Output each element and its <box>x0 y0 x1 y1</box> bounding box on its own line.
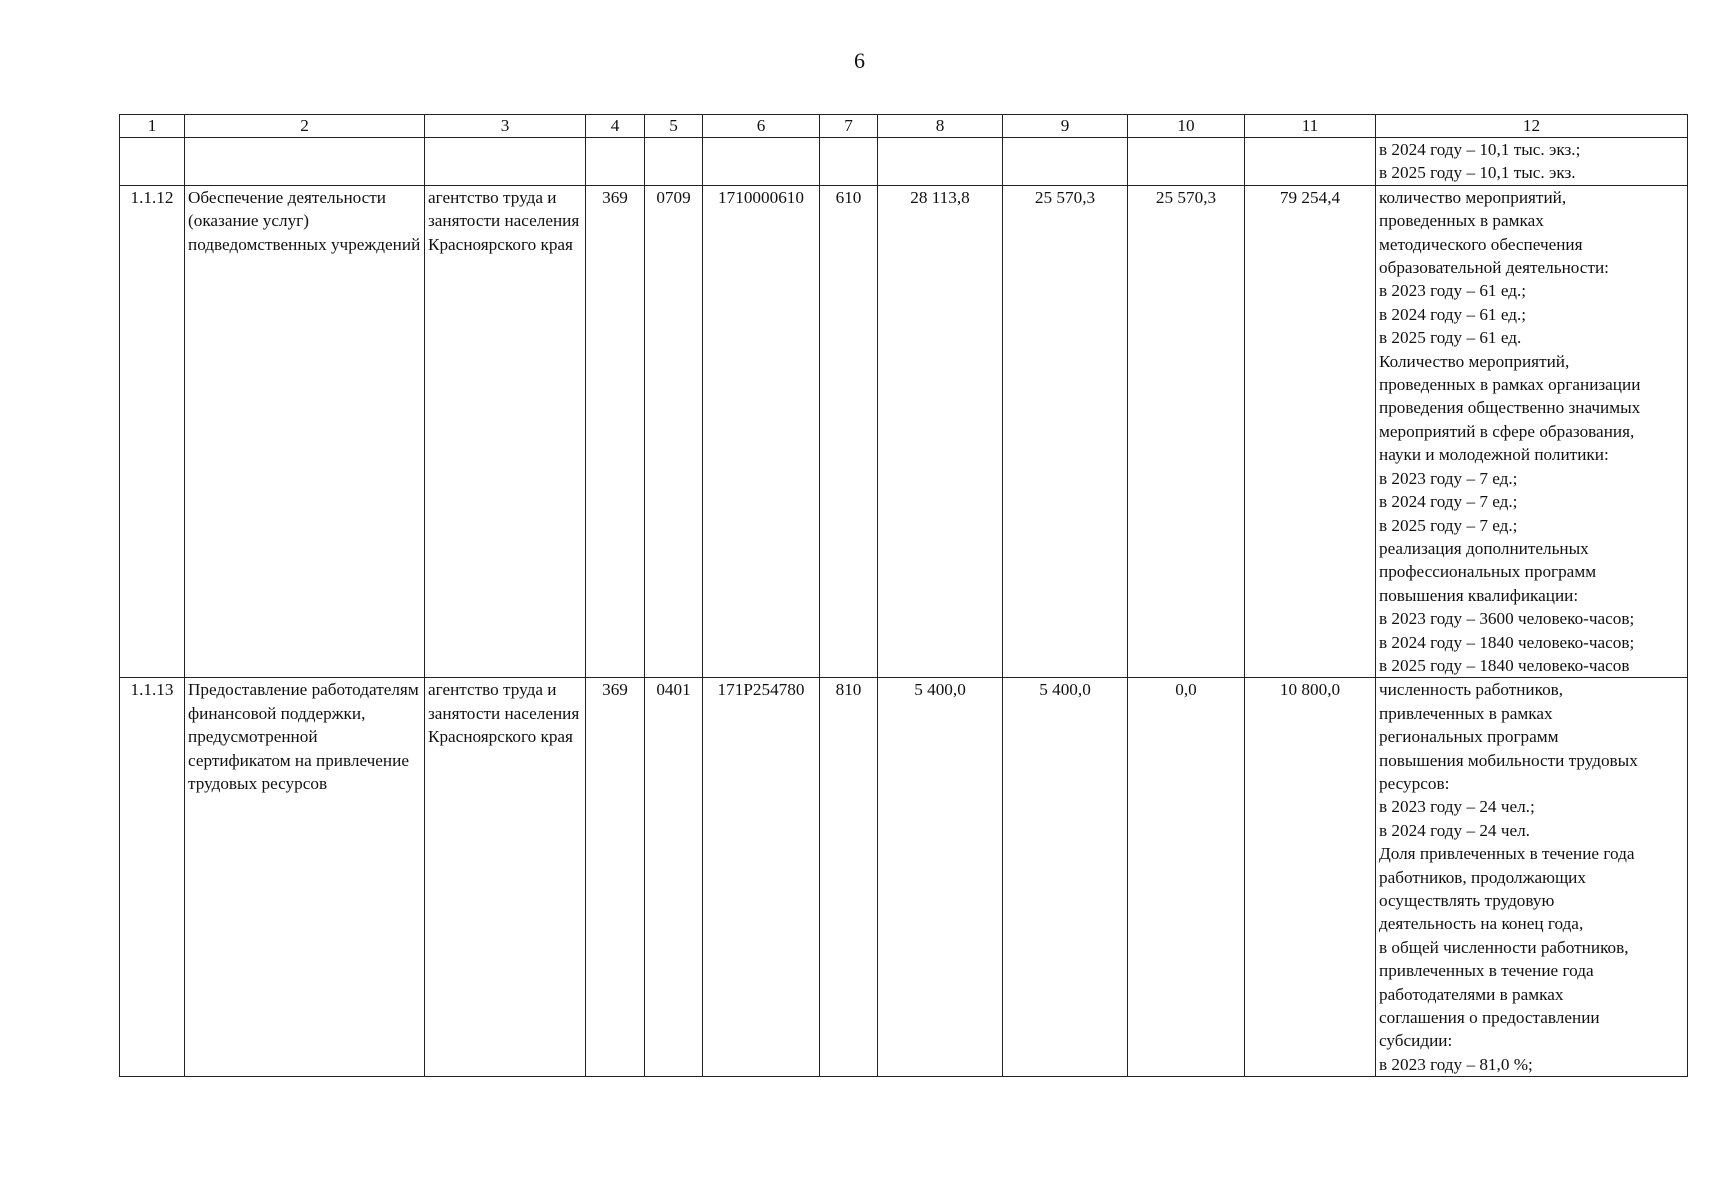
column-header: 7 <box>820 115 878 138</box>
result-line: образовательной деятельности: <box>1379 258 1609 278</box>
amount-2025 <box>1128 138 1245 186</box>
amount-2024 <box>1003 138 1128 186</box>
result-line: науки и молодежной политики: <box>1379 445 1609 465</box>
result-line: Количество мероприятий, <box>1379 351 1570 371</box>
result-line: численность работников, <box>1379 680 1564 700</box>
result-line: соглашения о предоставлении <box>1379 1008 1600 1028</box>
result-line: в 2023 году – 61 ед.; <box>1379 281 1527 301</box>
result-line: проведенных в рамках <box>1379 211 1544 231</box>
table-row <box>120 185 1688 678</box>
ministry-code: 369 <box>586 185 645 678</box>
amount-2025: 25 570,3 <box>1128 185 1245 678</box>
column-header: 5 <box>645 115 703 138</box>
expected-result <box>1376 185 1688 678</box>
result-line: деятельность на конец года, <box>1379 914 1584 934</box>
amount-2024: 5 400,0 <box>1003 678 1128 1077</box>
amount-total: 79 254,4 <box>1245 185 1376 678</box>
section-code <box>645 138 703 186</box>
result-line: повышения мобильности трудовых <box>1379 750 1638 770</box>
result-line: в 2024 году – 10,1 тыс. экз.; <box>1379 140 1581 159</box>
result-line: методического обеспечения <box>1379 234 1583 254</box>
column-header: 1 <box>120 115 185 138</box>
executor <box>425 138 586 186</box>
result-line: привлеченных в рамках <box>1379 703 1553 723</box>
result-line: в 2025 году – 7 ед.; <box>1379 515 1518 535</box>
section-code: 0401 <box>645 678 703 1077</box>
result-line: в 2024 году – 7 ед.; <box>1379 492 1518 512</box>
table-row <box>120 138 1688 186</box>
table-row <box>120 678 1688 1077</box>
result-line: в 2025 году – 61 ед. <box>1379 328 1522 348</box>
column-header: 2 <box>185 115 425 138</box>
result-line: в 2023 году – 81,0 %; <box>1379 1054 1533 1074</box>
result-line: в общей численности работников, <box>1379 937 1629 957</box>
row-number <box>120 138 185 186</box>
result-line: в 2025 году – 1840 человеко-часов <box>1379 655 1630 675</box>
column-header: 4 <box>586 115 645 138</box>
ministry-code: 369 <box>586 678 645 1077</box>
page-number: 6 <box>854 48 865 73</box>
result-line: работодателями в рамках <box>1379 984 1564 1004</box>
column-header: 9 <box>1003 115 1128 138</box>
amount-2023: 5 400,0 <box>878 678 1003 1077</box>
result-line: в 2023 году – 7 ед.; <box>1379 468 1518 488</box>
expected-result <box>1376 138 1688 186</box>
column-header: 3 <box>425 115 586 138</box>
row-number: 1.1.12 <box>120 185 185 678</box>
result-line: в 2025 году – 10,1 тыс. экз. <box>1379 163 1576 183</box>
section-code: 0709 <box>645 185 703 678</box>
column-header: 8 <box>878 115 1003 138</box>
result-line: привлеченных в течение года <box>1379 961 1594 981</box>
result-line: реализация дополнительных <box>1379 538 1589 558</box>
column-header: 10 <box>1128 115 1245 138</box>
amount-total <box>1245 138 1376 186</box>
column-header: 12 <box>1376 115 1688 138</box>
executor: агентство труда и занятости населения Красноярского края <box>425 185 586 678</box>
column-numbers-row <box>120 115 1688 138</box>
column-header: 11 <box>1245 115 1376 138</box>
expense-type-code <box>820 138 878 186</box>
expected-result <box>1376 678 1688 1077</box>
result-line: в 2024 году – 1840 человеко-часов; <box>1379 632 1635 652</box>
result-line: субсидии: <box>1379 1031 1453 1051</box>
result-line: количество мероприятий, <box>1379 187 1567 207</box>
result-line: Доля привлеченных в течение года <box>1379 844 1635 864</box>
row-number: 1.1.13 <box>120 678 185 1077</box>
amount-2024: 25 570,3 <box>1003 185 1128 678</box>
amount-2023: 28 113,8 <box>878 185 1003 678</box>
result-line: повышения квалификации: <box>1379 585 1579 605</box>
result-line: профессиональных программ <box>1379 562 1597 582</box>
result-line: работников, продолжающих <box>1379 867 1586 887</box>
result-line: проведенных в рамках организации <box>1379 375 1641 395</box>
expense-type-code: 610 <box>820 185 878 678</box>
result-line: в 2024 году – 24 чел. <box>1379 820 1530 840</box>
result-line: ресурсов: <box>1379 773 1450 793</box>
amount-2025: 0,0 <box>1128 678 1245 1077</box>
program-measures-table <box>119 114 1688 1077</box>
result-line: региональных программ <box>1379 727 1559 747</box>
column-header: 6 <box>703 115 820 138</box>
executor: агентство труда и занятости населения Красноярского края <box>425 678 586 1077</box>
result-line: в 2023 году – 3600 человеко-часов; <box>1379 609 1635 629</box>
result-line: осуществлять трудовую <box>1379 891 1555 910</box>
ministry-code <box>586 138 645 186</box>
amount-total: 10 800,0 <box>1245 678 1376 1077</box>
result-line: проведения общественно значимых <box>1379 398 1641 418</box>
target-article-code: 1710000610 <box>703 185 820 678</box>
measure-name: Обеспечение деятельности (оказание услуг) подведомственных учреждений <box>185 185 425 678</box>
expense-type-code: 810 <box>820 678 878 1077</box>
measure-name <box>185 138 425 186</box>
target-article-code: 171P254780 <box>703 678 820 1077</box>
target-article-code <box>703 138 820 186</box>
result-line: в 2024 году – 61 ед.; <box>1379 304 1527 324</box>
result-line: мероприятий в сфере образования, <box>1379 421 1635 441</box>
measure-name: Предоставление работодателям финансовой поддержки, предусмотренной сертификатом на привлечение трудовых ресурсов <box>185 678 425 1077</box>
amount-2023 <box>878 138 1003 186</box>
result-line: в 2023 году – 24 чел.; <box>1379 797 1535 817</box>
